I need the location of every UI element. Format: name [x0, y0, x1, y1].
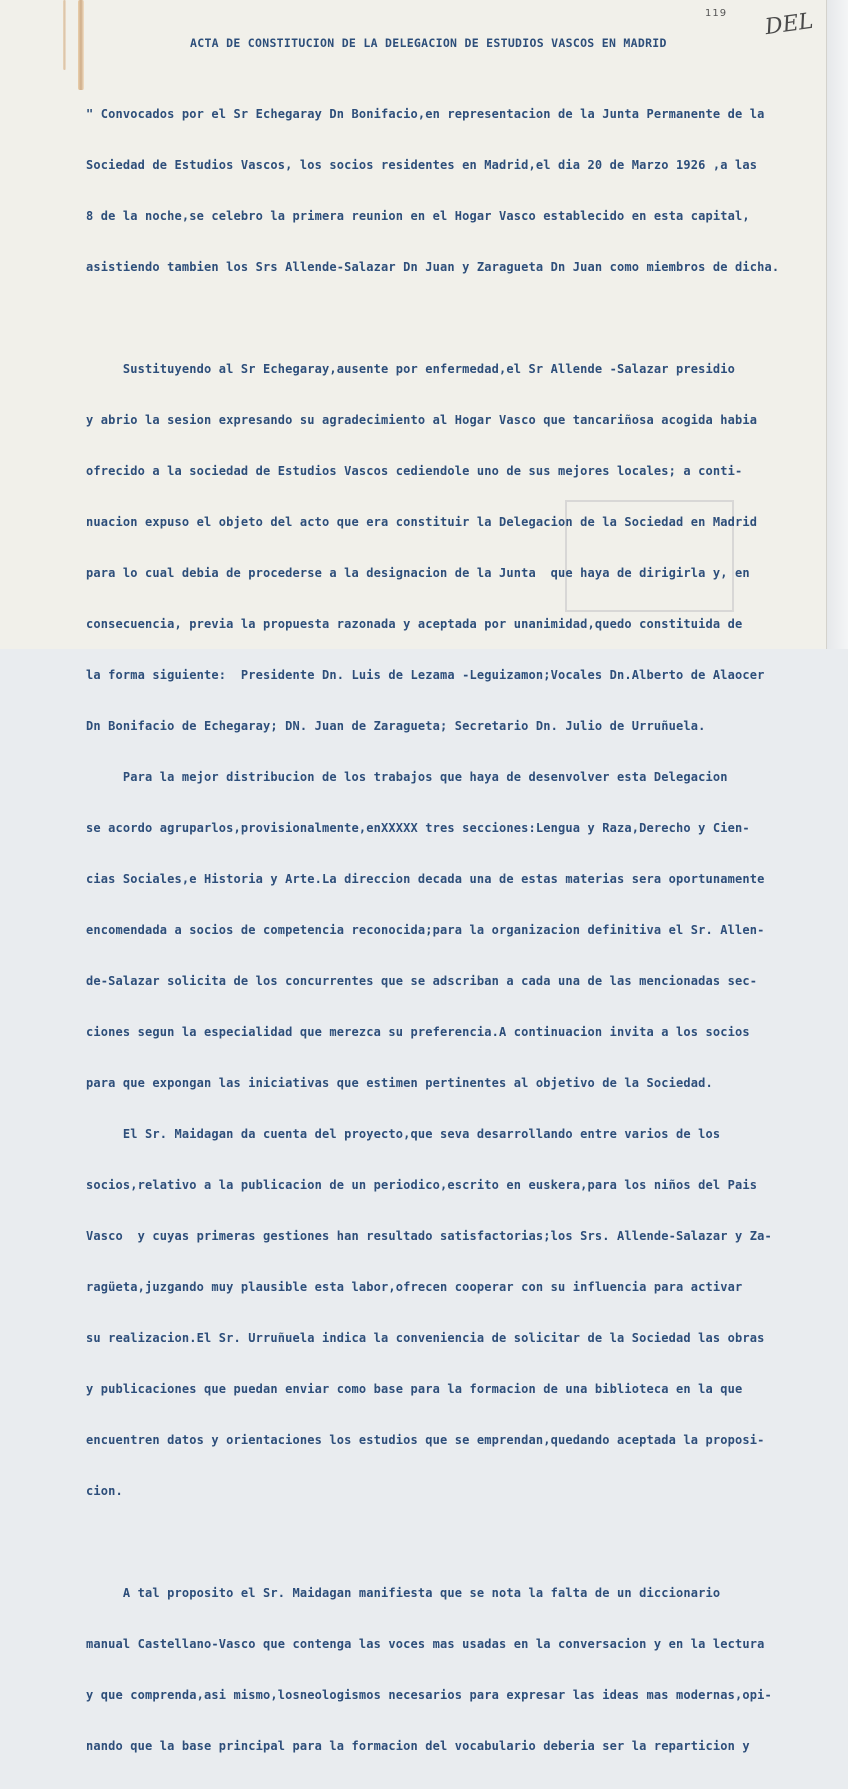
text-line: Vasco y cuyas primeras gestiones han resultado satisfactorias;los Srs. Allende-Salazar y Za- [86, 1229, 772, 1243]
text-line: y abrio la sesion expresando su agradecimiento al Hogar Vasco que tancariñosa acogida habia [86, 413, 758, 427]
text-line: A tal proposito el Sr. Maidagan manifiesta que se nota la falta de un diccionario [86, 1586, 721, 1600]
text-line: ciones segun la especialidad que merezca su preferencia.A continuacion invita a los socios [86, 1025, 750, 1039]
text-line: cias Sociales,e Historia y Arte.La direccion decada una de estas materias sera oportunamente [86, 872, 765, 886]
text-line: para que expongan las iniciativas que estimen pertinentes al objetivo de la Sociedad. [86, 1076, 713, 1090]
text-line: encuentren datos y orientaciones los estudios que se emprendan,quedando aceptada la proposi- [86, 1433, 765, 1447]
text-line: se acordo agruparlos,provisionalmente,enXXXXX tres secciones:Lengua y Raza,Derecho y Cien- [86, 821, 750, 835]
text-line: asistiendo tambien los Srs Allende-Salazar Dn Juan y Zaragueta Dn Juan como miembros de dicha. [86, 260, 780, 274]
text-line: su realizacion.El Sr. Urruñuela indica la conveniencia de solicitar de la Sociedad las obras [86, 1331, 765, 1345]
text-line [86, 310, 779, 327]
text-line: " Convocados por el Sr Echegaray Dn Bonifacio,en representacion de la Junta Permanente de la [86, 107, 765, 121]
text-line: cion. [86, 1484, 123, 1498]
folio-number: 119 [705, 8, 728, 19]
text-line: para lo cual debia de procederse a la designacion de la Junta que haya de dirigirla y, en [86, 566, 750, 580]
text-line: Dn Bonifacio de Echegaray; DN. Juan de Zaragueta; Secretario Dn. Julio de Urruñuela. [86, 719, 706, 733]
text-line [86, 1534, 779, 1551]
document-title: ACTA DE CONSTITUCION DE LA DELEGACION DE ESTUDIOS VASCOS EN MADRID [190, 36, 667, 50]
document-body [86, 72, 779, 1789]
text-line: nando que la base principal para la formacion del vocabulario deberia ser la reparticion y [86, 1739, 750, 1753]
text-line: de-Salazar solicita de los concurrentes que se adscriban a cada una de las mencionadas sec- [86, 974, 758, 988]
text-line: la forma siguiente: Presidente Dn. Luis de Lezama -Leguizamon;Vocales Dn.Alberto de Alaocer [86, 668, 765, 682]
text-line: Sustituyendo al Sr Echegaray,ausente por enfermedad,el Sr Allende -Salazar presidio [86, 362, 735, 376]
paper-fold-mark [78, 0, 84, 90]
text-line: socios,relativo a la publicacion de un periodico,escrito en euskera,para los niños del Pais [86, 1178, 758, 1192]
paper-fold-mark-secondary [63, 0, 66, 70]
text-line: Sociedad de Estudios Vascos, los socios residentes en Madrid,el dia 20 de Marzo 1926 ,a las [86, 158, 758, 172]
text-line: Para la mejor distribucion de los trabajos que haya de desenvolver esta Delegacion [86, 770, 728, 784]
text-line: nuacion expuso el objeto del acto que era constituir la Delegacion de la Sociedad en Madrid [86, 515, 758, 529]
text-line: 8 de la noche,se celebro la primera reunion en el Hogar Vasco establecido en esta capital, [86, 209, 750, 223]
text-line: encomendada a socios de competencia reconocida;para la organizacion definitiva el Sr. Allen- [86, 923, 765, 937]
text-line: y que comprenda,asi mismo,losneologismos necesarios para expresar las ideas mas modernas,opi- [86, 1688, 772, 1702]
text-line: El Sr. Maidagan da cuenta del proyecto,que seva desarrollando entre varios de los [86, 1127, 721, 1141]
text-line: consecuencia, previa la propuesta razonada y aceptada por unanimidad,quedo constituida de [86, 617, 743, 631]
text-line: ofrecido a la sociedad de Estudios Vascos cediendole uno de sus mejores locales; a conti- [86, 464, 743, 478]
page-edge [826, 0, 848, 649]
text-line: manual Castellano-Vasco que contenga las voces mas usadas en la conversacion y en la lectura [86, 1637, 765, 1651]
handwritten-mark: DEL [763, 8, 815, 41]
text-line: ragüeta,juzgando muy plausible esta labor,ofrecen cooperar con su influencia para activar [86, 1280, 743, 1294]
text-line: y publicaciones que puedan enviar como base para la formacion de una biblioteca en la que [86, 1382, 743, 1396]
